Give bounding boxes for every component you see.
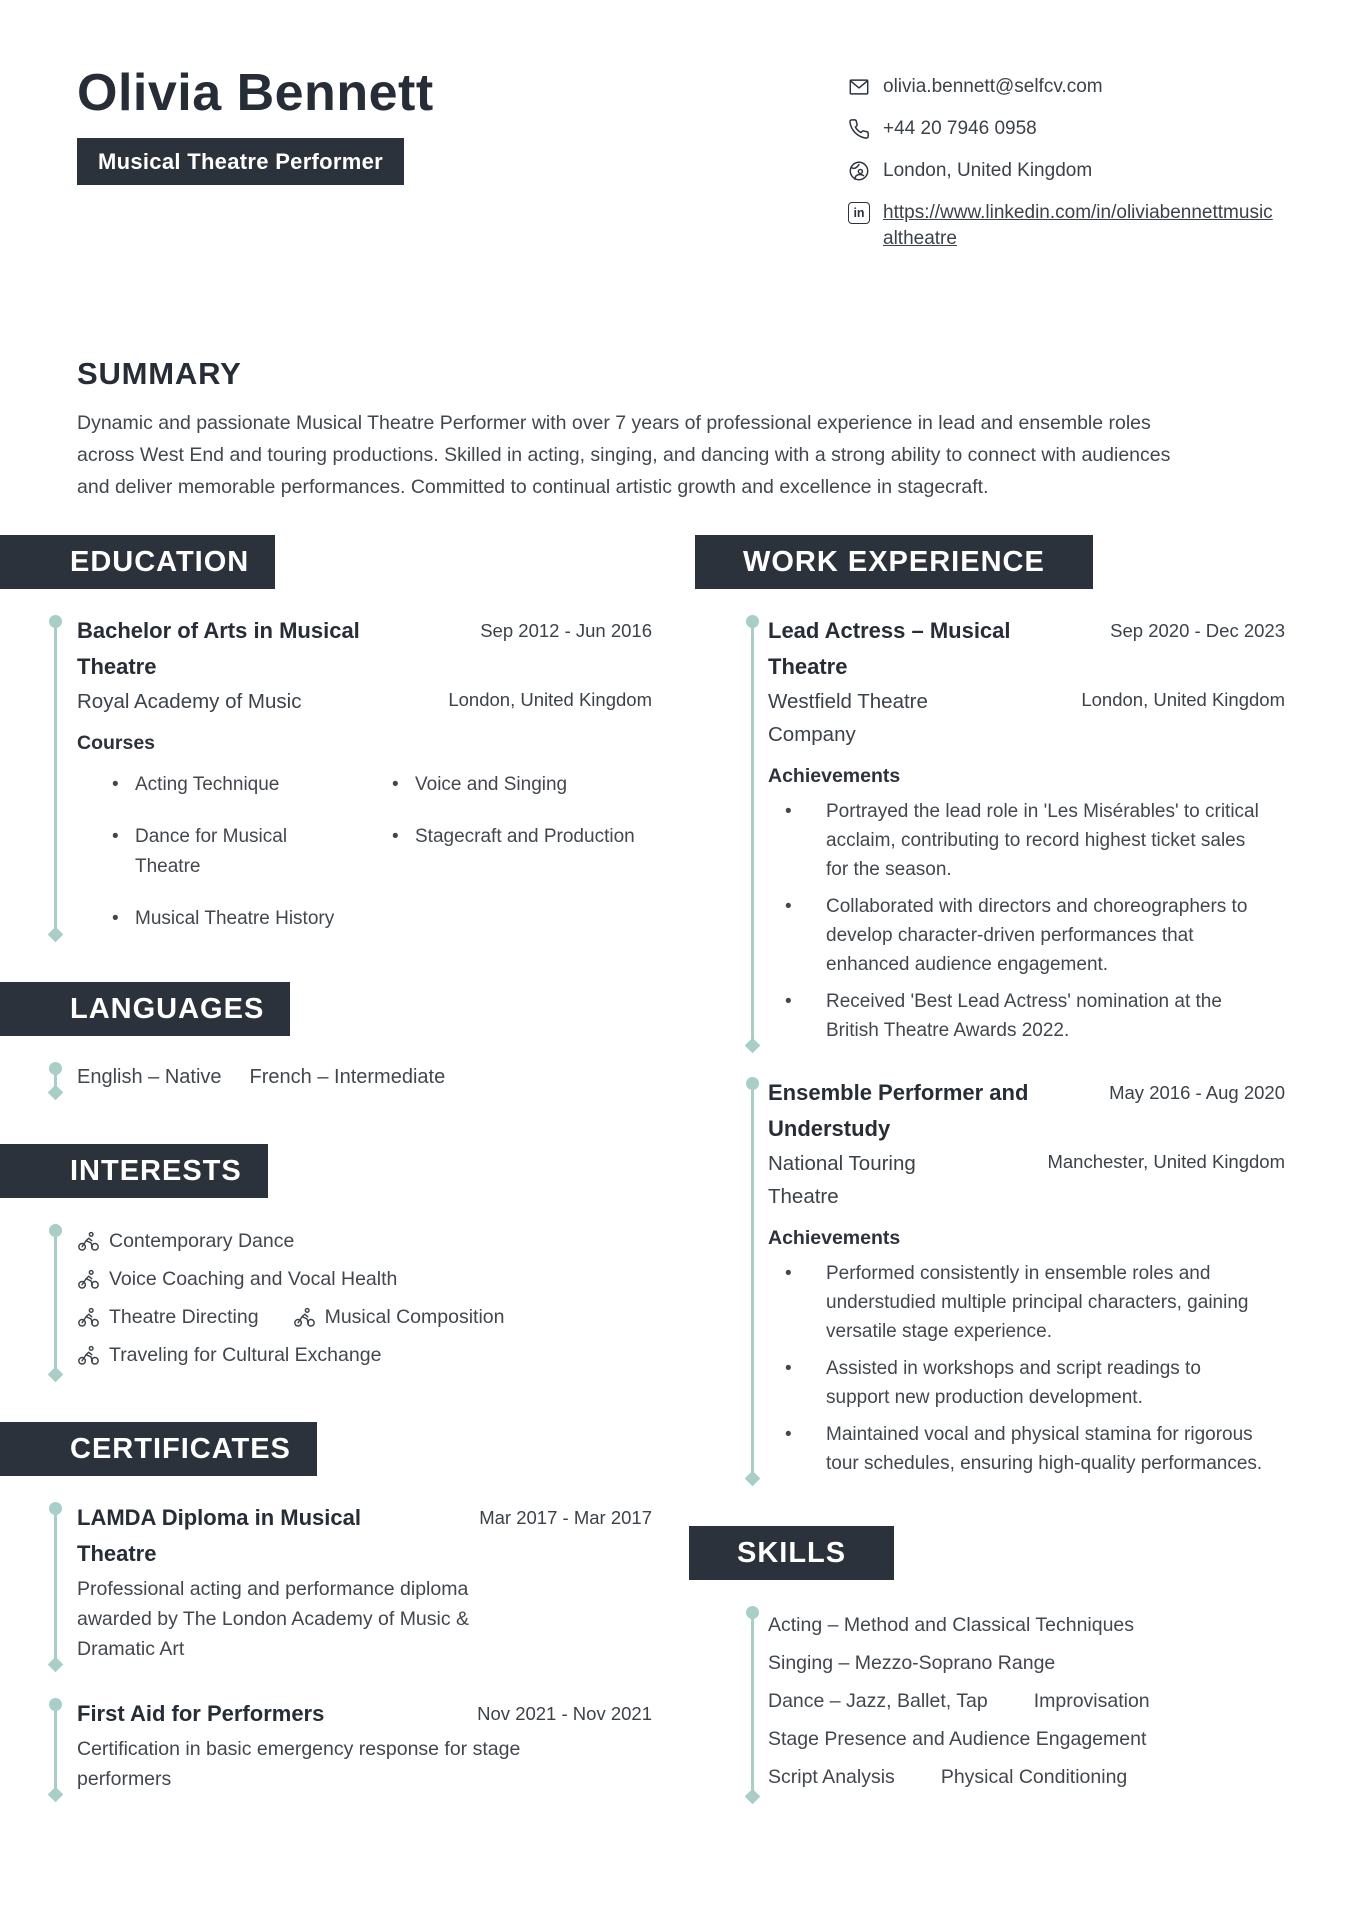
courses-list — [77, 770, 652, 934]
interest-label: Voice Coaching and Vocal Health — [109, 1267, 398, 1290]
work-title: Ensemble Performer and Understudy — [768, 1080, 1029, 1141]
contact-location-row — [848, 158, 1280, 184]
education-school: Royal Academy of Music — [77, 690, 302, 713]
section-summary — [0, 252, 1350, 503]
achievement-item: • Performed consistently in ensemble roles and understudied multiple principal characters, gaining versatile stage experience. — [768, 1259, 1263, 1346]
interest-item — [77, 1306, 259, 1329]
certificate-description: Professional acting and performance diploma awarded by The London Academy of Music & Dramatic Art — [77, 1578, 470, 1660]
contact-linkedin-row — [848, 200, 1280, 252]
columns — [0, 535, 1350, 1796]
courses-label: Courses — [77, 732, 156, 754]
interest-item — [293, 1306, 505, 1329]
certificate-dates: Mar 2017 - Mar 2017 — [479, 1507, 652, 1528]
education-degree: Bachelor of Arts in Musical Theatre — [77, 618, 360, 679]
language-item: French – Intermediate — [249, 1066, 446, 1088]
achievements-label: Achievements — [768, 765, 901, 787]
timeline-rail — [751, 1613, 754, 1793]
education-location: London, United Kingdom — [448, 689, 652, 710]
achievements-list — [768, 797, 1265, 1045]
languages-block — [77, 1060, 652, 1092]
skill-item: Singing – Mezzo-Soprano Range — [768, 1652, 1056, 1674]
work-entry — [768, 1075, 1285, 1478]
achievement-item: • Assisted in workshops and script readings to support new production development. — [768, 1354, 1263, 1412]
interest-label: Contemporary Dance — [109, 1229, 295, 1252]
interests-banner: INTERESTS — [0, 1144, 268, 1198]
skills-block — [768, 1604, 1285, 1796]
interest-label: Theatre Directing — [109, 1305, 259, 1328]
certificate-entry — [77, 1500, 652, 1664]
achievements-label: Achievements — [768, 1227, 901, 1249]
job-title-badge: Musical Theatre Performer — [77, 138, 404, 185]
contact-location: London, United Kingdom — [883, 160, 1093, 181]
achievements-list — [768, 1259, 1265, 1478]
language-item: English – Native — [77, 1066, 222, 1088]
work-dates: May 2016 - Aug 2020 — [1109, 1082, 1285, 1103]
achievement-item: • Maintained vocal and physical stamina for rigorous tour schedules, ensuring high-quality performances. — [768, 1420, 1263, 1478]
work-experience-banner: WORK EXPERIENCE — [695, 535, 1093, 589]
course-item: • Musical Theatre History — [77, 904, 357, 934]
course-item: • Acting Technique — [77, 770, 357, 800]
header-identity — [77, 64, 434, 252]
summary-text: Dynamic and passionate Musical Theatre Performer with over 7 years of professional experience in lead and ensemble roles across West End and touring productions. Skilled in acting, singing, and dancing with a strong ability to connect with audiences and deliver memorable performances. Committed to continual artistic growth and excellence in stagecraft. — [77, 412, 1171, 498]
contact-phone-row — [848, 116, 1280, 142]
certificate-title: LAMDA Diploma in Musical Theatre — [77, 1505, 361, 1566]
interest-label: Traveling for Cultural Exchange — [109, 1343, 382, 1366]
timeline-rail — [54, 1231, 57, 1371]
cycling-icon — [77, 1230, 100, 1253]
linkedin-link[interactable]: https://www.linkedin.com/in/oliviabennettmusicaltheatre — [883, 202, 1273, 249]
timeline-rail — [54, 1509, 57, 1661]
timeline-rail — [751, 622, 754, 1042]
achievement-item: • Portrayed the lead role in 'Les Misérables' to critical acclaim, contributing to record highest ticket sales for the season. — [768, 797, 1263, 884]
course-item: • Stagecraft and Production — [357, 822, 652, 882]
work-company: Westfield Theatre Company — [768, 690, 928, 746]
section-interests — [0, 1144, 660, 1374]
work-location: London, United Kingdom — [1081, 689, 1285, 710]
certificates-banner: CERTIFICATES — [0, 1422, 317, 1476]
education-entry — [77, 613, 652, 934]
education-dates: Sep 2012 - Jun 2016 — [480, 620, 652, 641]
cycling-icon — [77, 1268, 100, 1291]
section-certificates — [0, 1422, 660, 1794]
certificate-description: Certification in basic emergency response for stage performers — [77, 1738, 521, 1790]
interest-item — [77, 1268, 397, 1291]
right-column — [660, 535, 1350, 1796]
section-languages — [0, 982, 660, 1092]
contact-email: olivia.bennett@selfcv.com — [883, 76, 1103, 97]
email-icon — [848, 76, 870, 98]
timeline-rail — [751, 1084, 754, 1475]
location-globe-icon — [848, 160, 870, 182]
section-education — [0, 535, 660, 934]
cycling-icon — [77, 1306, 100, 1329]
skill-item: Script Analysis — [768, 1766, 895, 1788]
skill-item: Stage Presence and Audience Engagement — [768, 1728, 1147, 1750]
skill-item: Physical Conditioning — [940, 1766, 1128, 1788]
interest-item — [77, 1230, 294, 1253]
certificate-entry — [77, 1696, 652, 1794]
header — [0, 0, 1350, 252]
interest-label: Musical Composition — [324, 1305, 505, 1328]
skills-banner: SKILLS — [689, 1526, 894, 1580]
education-banner: EDUCATION — [0, 535, 275, 589]
timeline-rail — [54, 1069, 57, 1089]
contact-email-row — [848, 74, 1280, 100]
contact-location-text-phone: +44 20 7946 0958 — [883, 118, 1037, 139]
timeline-rail — [54, 1705, 57, 1791]
phone-icon — [848, 118, 870, 140]
achievement-item: • Received 'Best Lead Actress' nomination at the British Theatre Awards 2022. — [768, 987, 1263, 1045]
section-work-experience — [660, 535, 1350, 1478]
section-skills — [660, 1526, 1350, 1796]
interests-block — [77, 1222, 652, 1374]
cycling-icon — [77, 1344, 100, 1367]
summary-title: SUMMARY — [77, 356, 242, 391]
certificate-title: First Aid for Performers — [77, 1701, 325, 1726]
cycling-icon — [293, 1306, 316, 1329]
languages-banner: LANGUAGES — [0, 982, 290, 1036]
interest-item — [77, 1344, 381, 1367]
course-item: • Dance for Musical Theatre — [77, 822, 357, 882]
contact-block — [848, 64, 1280, 252]
work-entry — [768, 613, 1285, 1045]
work-dates: Sep 2020 - Dec 2023 — [1110, 620, 1285, 641]
timeline-rail — [54, 622, 57, 931]
certificate-dates: Nov 2021 - Nov 2021 — [477, 1703, 652, 1724]
left-column — [0, 535, 660, 1796]
course-item: • Voice and Singing — [357, 770, 652, 800]
achievement-item: • Collaborated with directors and choreographers to develop character-driven performances that enhanced audience engagement. — [768, 892, 1263, 979]
person-name: Olivia Bennett — [77, 64, 434, 122]
skill-item: Dance – Jazz, Ballet, Tap — [768, 1690, 988, 1712]
work-location: Manchester, United Kingdom — [1047, 1151, 1285, 1172]
work-title: Lead Actress – Musical Theatre — [768, 618, 1011, 679]
skill-item: Improvisation — [1033, 1690, 1150, 1712]
skill-item: Acting – Method and Classical Techniques — [768, 1614, 1135, 1636]
work-company: National Touring Theatre — [768, 1152, 916, 1208]
linkedin-icon: in — [848, 202, 870, 224]
